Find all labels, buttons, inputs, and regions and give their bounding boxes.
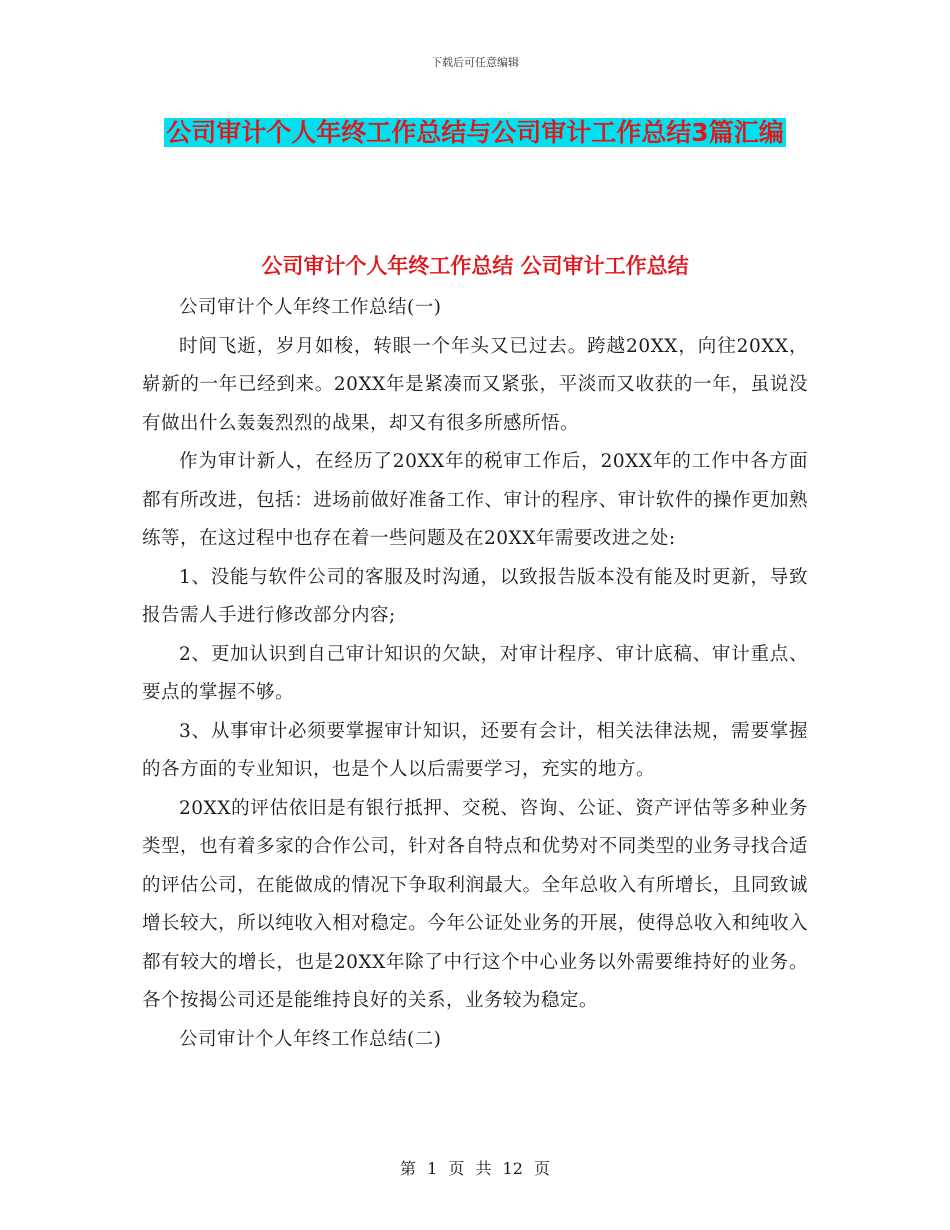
section-heading: 公司审计个人年终工作总结 公司审计工作总结 [261,254,689,278]
paragraph: 20XX的评估依旧是有银行抵押、交税、咨询、公证、资产评估等多种业务类型，也有着多家的合作公司，针对各自特点和优势对不同类型的业务寻找合适的评估公司，在能做成的情况下争取利润最大。全年总收入有所增长，且同致诚增长较大，所以纯收入相对稳定。今年公证处业务的开展，使得总收入和纯收入都有较大的增长，也是20XX年除了中行这个中心业务以外需要维持好的业务。各个按揭公司还是能维持良好的关系，业务较为稳定。 [142,797,808,1011]
document-title [142,112,808,154]
paragraph: 公司审计个人年终工作总结(二) [179,1028,442,1050]
paragraph: 时间飞逝，岁月如梭，转眼一个年头又已过去。跨越20XX，向往20XX，崭新的一年已经到来。20XX年是紧凑而又紧张，平淡而又收获的一年，虽说没有做出什么轰轰烈烈的战果，却又有很多所感所悟。 [142,335,808,434]
header-note: 下载后可任意编辑 [431,56,519,69]
paragraph: 1、没能与软件公司的客服及时沟通，以致报告版本没有能及时更新，导致报告需人手进行修改部分内容; [142,566,808,626]
document-title-text: 公司审计个人年终工作总结与公司审计工作总结3篇汇编 [166,118,784,147]
paragraph: 作为审计新人，在经历了20XX年的税审工作后，20XX年的工作中各方面都有所改进，包括：进场前做好准备工作、审计的程序、审计软件的操作更加熟练等，在这过程中也存在着一些问题及在20XX年需要改进之处: [142,451,808,549]
paragraph: 公司审计个人年终工作总结(一) [179,297,442,318]
page-footer: 第 1 页 共 12 页 [400,1159,550,1178]
document-body [142,289,808,1059]
paragraph: 3、从事审计必须要掌握审计知识，还要有会计，相关法律法规，需要掌握的各方面的专业知识，也是个人以后需要学习，充实的地方。 [142,720,808,780]
paragraph: 2、更加认识到自己审计知识的欠缺，对审计程序、审计底稿、审计重点、要点的掌握不够。 [142,643,808,703]
